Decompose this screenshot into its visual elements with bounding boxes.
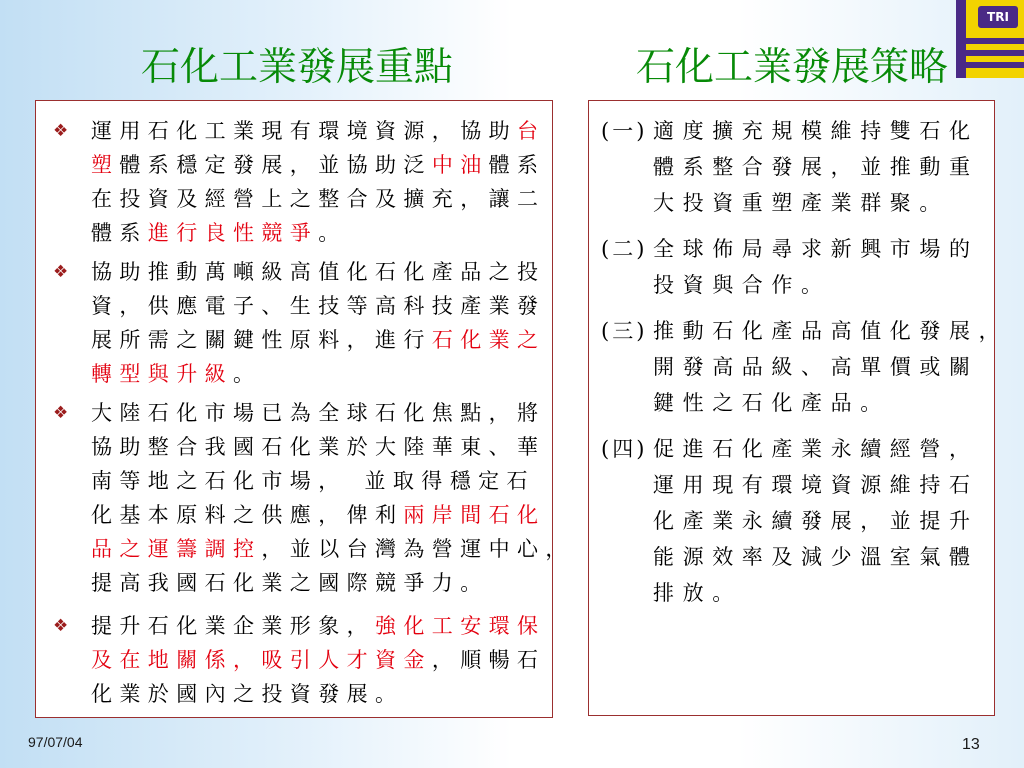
text-segment: ，順暢石 [431, 648, 546, 672]
text-segment: 。 [318, 221, 347, 245]
text-segment: 及在地關係，吸引人才資金 [91, 648, 432, 672]
text-segment: 石化業之 [431, 328, 546, 352]
text-line: 體系整合發展，並推動重 [653, 155, 979, 179]
strategy-text [653, 113, 994, 221]
logo-bar [956, 0, 966, 78]
text-line [91, 216, 552, 250]
text-line [91, 148, 552, 182]
strategy-text [653, 231, 994, 303]
strategy-text [653, 431, 994, 611]
text-segment: 資，供應電子、生技等高科技產業發 [91, 294, 546, 318]
text-line: 能源效率及減少溫室氣體 [653, 545, 979, 569]
strategy-label: (四) [601, 437, 648, 461]
text-line: 鍵性之石化產品。 [653, 391, 890, 415]
strategy-text [653, 313, 1008, 421]
text-segment: 進行良性競爭 [147, 221, 319, 245]
strategy-item-1 [601, 113, 994, 221]
text-segment: 轉型與升級 [91, 362, 233, 386]
text-segment: 提高我國石化業之國際競爭力。 [91, 571, 489, 595]
diamond-bullet-icon [53, 396, 68, 430]
text-segment: 協助推動萬噸級高值化石化產品之投 [91, 260, 546, 284]
focus-point-4 [36, 609, 552, 711]
diamond-bullet-icon [53, 114, 68, 148]
text-line: 化產業永續發展，並提升 [653, 509, 979, 533]
text-line: 投資與合作。 [653, 273, 831, 297]
text-line: 開發高品級、高單價或關 [653, 355, 979, 379]
text-line [91, 609, 552, 643]
text-line [91, 532, 574, 566]
text-segment: 化業於國內之投資發展。 [91, 682, 404, 706]
strategy-item-2 [601, 231, 994, 303]
diamond-bullet-icon [53, 255, 68, 289]
text-line [91, 677, 552, 711]
text-line: 大投資重塑產業群聚。 [653, 191, 949, 215]
text-segment: 化基本原料之供應，俾利 [91, 503, 404, 527]
text-line [91, 114, 552, 148]
text-segment: 品之運籌調控 [91, 537, 262, 561]
text-line [91, 289, 552, 323]
strategy-item-4 [601, 431, 994, 611]
text-line [91, 498, 552, 532]
text-segment: 台 [517, 119, 546, 143]
text-line [91, 566, 552, 600]
text-line [91, 643, 552, 677]
strategies-panel [588, 100, 1009, 716]
text-line [91, 396, 552, 430]
text-line: 促進石化產業永續經營， [653, 437, 979, 461]
text-segment: 提升石化業企業形象， [91, 614, 375, 638]
text-line: 推動石化產品高值化發展， [653, 319, 1009, 343]
text-segment: 體系穩定發展，並協助泛 [119, 153, 432, 177]
text-segment: 南等地之石化市場， 並取得穩定石 [91, 469, 535, 493]
logo-stripe [966, 50, 1024, 56]
strategy-label: (三) [601, 319, 648, 343]
text-line [91, 323, 552, 357]
tri-logo-icon [948, 0, 1024, 82]
text-line: 適度擴充規模維持雙石化 [653, 119, 979, 143]
logo-stripe [966, 62, 1024, 68]
text-line [91, 182, 552, 216]
text-segment: 協助整合我國石化業於大陸華東、華 [91, 435, 546, 459]
text-segment: 展所需之關鍵性原料，進行 [91, 328, 432, 352]
text-line [91, 357, 552, 391]
strategy-label: (一) [601, 119, 648, 143]
text-segment: 體系 [91, 221, 148, 245]
strategy-item-3 [601, 313, 1009, 421]
focus-point-3 [36, 396, 574, 600]
text-segment: 體系 [488, 153, 546, 177]
text-line: 運用現有環境資源維持石 [653, 473, 979, 497]
text-segment: 兩岸間石化 [403, 503, 546, 527]
text-segment: ，並以台灣為營運中心， [261, 537, 574, 561]
text-segment: 塑 [91, 153, 120, 177]
focus-points-panel [35, 100, 574, 718]
text-segment: 中油 [431, 153, 489, 177]
focus-title: 石化工業發展重點 [141, 45, 454, 90]
focus-point-2 [36, 255, 552, 391]
text-line [91, 430, 552, 464]
page-number: 13 [962, 736, 980, 753]
logo-text: TRI [987, 10, 1009, 24]
diamond-bullet-icon [53, 609, 68, 643]
text-line [91, 255, 552, 289]
text-segment: 運用石化工業現有環境資源，協助 [91, 119, 517, 143]
text-line: 全球佈局尋求新興市場的 [653, 237, 979, 261]
text-segment: 在投資及經營上之整合及擴充，讓二 [91, 187, 546, 211]
text-segment: 強化工安環保 [375, 614, 546, 638]
text-segment: 大陸石化市場已為全球石化焦點，將 [91, 401, 546, 425]
slide-date: 97/07/04 [28, 734, 83, 750]
logo-stripe [966, 38, 1024, 44]
text-segment: 。 [233, 362, 262, 386]
strategy-title: 石化工業發展策略 [636, 45, 949, 90]
focus-point-1 [36, 114, 552, 250]
text-line [91, 464, 552, 498]
strategy-label: (二) [601, 237, 648, 261]
text-line: 排放。 [653, 581, 742, 605]
